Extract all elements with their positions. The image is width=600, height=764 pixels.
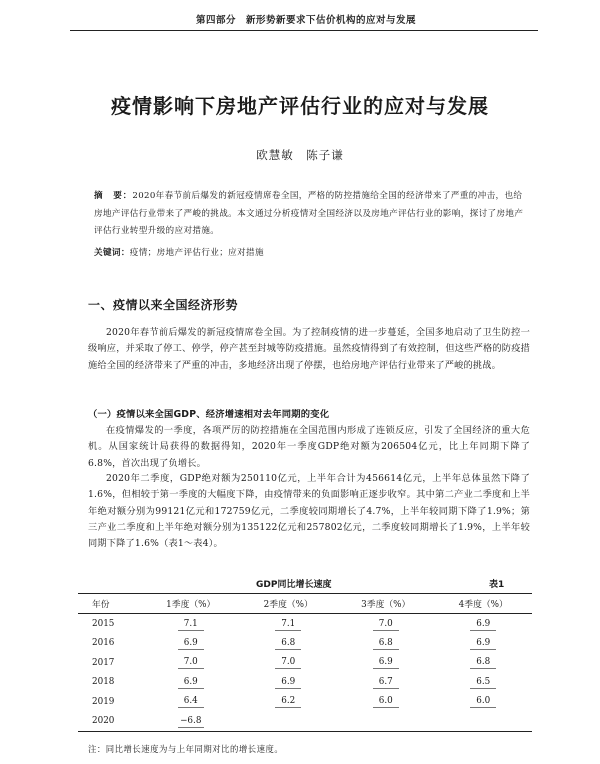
header-q4: 4季度（%） bbox=[458, 600, 508, 611]
cell-value: 6.2 bbox=[275, 695, 301, 708]
cell-q1 bbox=[142, 634, 240, 653]
cell-q1 bbox=[142, 653, 240, 672]
cell-value: 6.0 bbox=[373, 695, 399, 708]
cell-q4 bbox=[435, 614, 533, 634]
table-title: GDP同比增长速度 bbox=[256, 580, 332, 590]
table-number: 表1 bbox=[489, 580, 505, 590]
cell-q4 bbox=[435, 634, 533, 653]
cell-q3 bbox=[337, 692, 435, 711]
abstract-label: 摘 要： bbox=[94, 191, 133, 201]
cell-value: 6.7 bbox=[373, 676, 399, 689]
cell-q2 bbox=[240, 634, 338, 653]
cell-value: −6.8 bbox=[178, 715, 204, 728]
article-title: 疫情影响下房地产评估行业的应对与发展 bbox=[111, 94, 489, 118]
article-authors: 欧慧敏 陈子谦 bbox=[256, 148, 344, 162]
cell-year: 2020 bbox=[92, 716, 115, 727]
table-note: 注：同比增长速度为与上年同期对比的增长速度。 bbox=[88, 744, 284, 754]
cell-q1 bbox=[142, 673, 240, 692]
cell-year: 2015 bbox=[92, 619, 115, 630]
cell-value: 6.8 bbox=[470, 656, 496, 669]
header-q3: 3季度（%） bbox=[361, 600, 411, 611]
keywords-label: 关键词： bbox=[94, 248, 130, 258]
cell-q1 bbox=[142, 692, 240, 711]
table-row bbox=[78, 692, 532, 711]
cell-value: 7.0 bbox=[373, 618, 399, 631]
cell-year: 2016 bbox=[92, 638, 115, 649]
cell-year: 2019 bbox=[92, 696, 115, 707]
cell-q3 bbox=[337, 634, 435, 653]
cell-value: 6.8 bbox=[275, 637, 301, 650]
paragraph-2: 在疫情爆发的一季度，各项严厉的防控措施在全国范围内形成了连锁反应，引发了全国经济的重大危机。从国家统计局获得的数据得知，2020年一季度GDP绝对额为206504亿元，比上年同期下降了6.8%，首次出现了负增长。 bbox=[88, 425, 530, 469]
keywords bbox=[94, 246, 524, 258]
cell-q4 bbox=[435, 692, 533, 711]
cell-value: 6.9 bbox=[178, 637, 204, 650]
cell-q4 bbox=[435, 653, 533, 672]
running-header: 第四部分 新形势新要求下估价机构的应对与发展 bbox=[196, 15, 417, 26]
cell-year: 2018 bbox=[92, 677, 115, 688]
cell-value: 7.1 bbox=[275, 618, 301, 631]
cell-value: 7.1 bbox=[178, 618, 204, 631]
cell-value: 6.9 bbox=[178, 676, 204, 689]
gdp-growth-table bbox=[78, 593, 532, 732]
abstract-text: 2020年春节前后爆发的新冠疫情席卷全国，严格的防控措施给全国的经济带来了严重的冲击，也给房地产评估行业带来了严峻的挑战。本文通过分析疫情对全国经济以及房地产评估行业的影响，探讨了房地产评估行业转型升级的应对措施。 bbox=[94, 191, 524, 236]
paragraph-1: 2020年春节前后爆发的新冠疫情席卷全国。为了控制疫情的进一步蔓延，全国多地启动了卫生防控一级响应，并采取了停工、停学，停产甚至封城等防疫措施。虽然疫情得到了有效控制，但这些严格的防疫措施给全国的经济带来了严重的冲击，多地经济出现了停摆，也给房地产评估行业带来了严峻的挑战。 bbox=[88, 327, 530, 371]
cell-q4 bbox=[435, 673, 533, 692]
header-rule bbox=[70, 30, 538, 31]
cell-value: 7.0 bbox=[275, 656, 301, 669]
cell-value: 7.0 bbox=[178, 656, 204, 669]
cell-value: 6.9 bbox=[470, 637, 496, 650]
keywords-text: 疫情；房地产评估行业；应对措施 bbox=[129, 248, 264, 258]
subsection-heading: （一）疫情以来全国GDP、经济增速相对去年同期的变化 bbox=[88, 409, 330, 420]
cell-value: 6.9 bbox=[275, 676, 301, 689]
cell-value: 6.4 bbox=[178, 695, 204, 708]
cell-q3 bbox=[337, 711, 435, 731]
cell-year: 2017 bbox=[92, 657, 115, 668]
paragraph-3: 2020年二季度，GDP绝对额为250110亿元，上半年合计为456614亿元，上半年总体虽然下降了1.6%，但相较于第一季度的大幅度下降，由疫情带来的负面影响正逐步收窄。其中第二产业二季度和上半年绝对额分别为99121亿元和172759亿元，二季度较同期增长了4.7%，上半年较同期下降了1.9%；第三产业二季度和上半年绝对额分别为135122亿元和257802亿元，二季度较同期增长了1.9%，上半年较同期下降了1.6%（表1～表4）。 bbox=[88, 473, 530, 550]
table-row bbox=[78, 614, 532, 634]
cell-value: 6.8 bbox=[373, 637, 399, 650]
cell-q2 bbox=[240, 692, 338, 711]
section-heading: 一、疫情以来全国经济形势 bbox=[88, 298, 239, 312]
cell-q2 bbox=[240, 711, 338, 731]
cell-q2 bbox=[240, 673, 338, 692]
table-row bbox=[78, 673, 532, 692]
cell-q3 bbox=[337, 614, 435, 634]
cell-q1 bbox=[142, 711, 240, 731]
cell-q2 bbox=[240, 653, 338, 672]
cell-value: 6.9 bbox=[373, 656, 399, 669]
header-q1: 1季度（%） bbox=[166, 600, 216, 611]
table-header-row bbox=[78, 594, 532, 614]
abstract bbox=[94, 188, 524, 241]
cell-value: 6.5 bbox=[470, 676, 496, 689]
header-q2: 2季度（%） bbox=[263, 600, 313, 611]
header-year: 年份 bbox=[92, 600, 110, 611]
cell-value: 6.0 bbox=[470, 695, 496, 708]
cell-q1 bbox=[142, 614, 240, 634]
cell-q3 bbox=[337, 653, 435, 672]
cell-q4 bbox=[435, 711, 533, 731]
cell-value: 6.9 bbox=[470, 618, 496, 631]
table-row bbox=[78, 653, 532, 672]
table-row bbox=[78, 634, 532, 653]
cell-q3 bbox=[337, 673, 435, 692]
cell-q2 bbox=[240, 614, 338, 634]
table-row bbox=[78, 711, 532, 731]
